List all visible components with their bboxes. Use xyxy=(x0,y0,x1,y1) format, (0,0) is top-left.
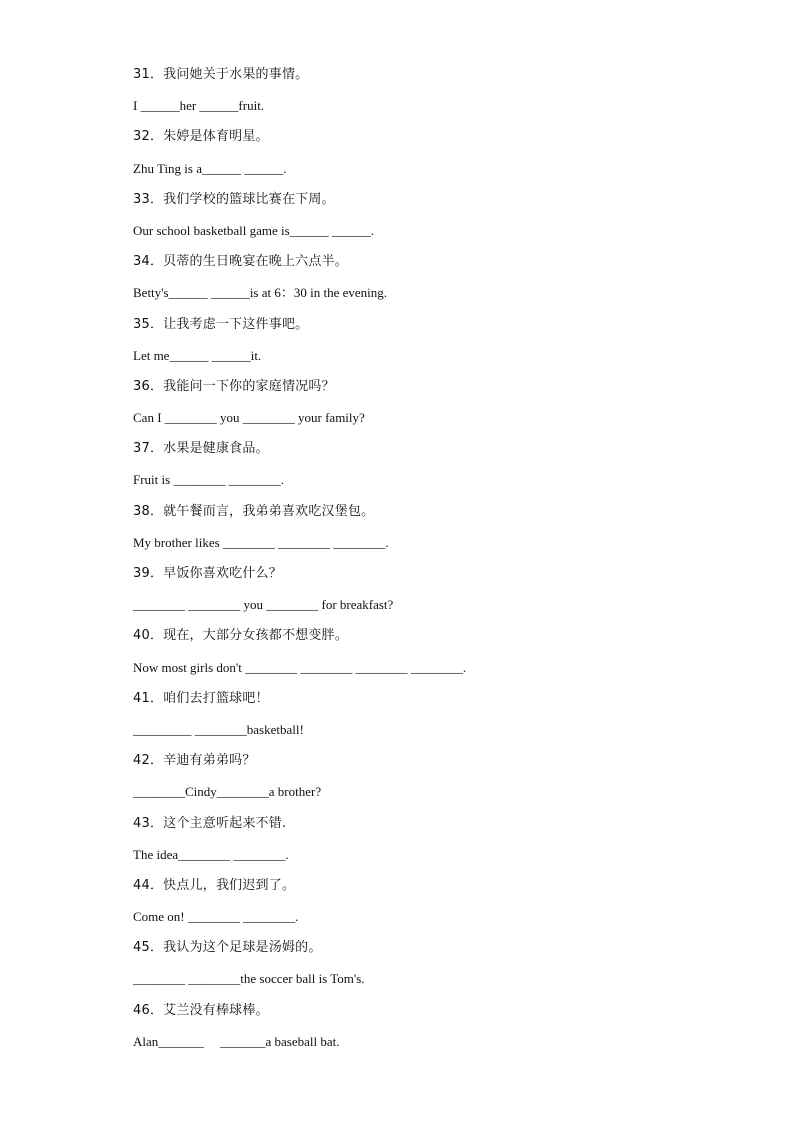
answer-line-41: _________ ________basketball! xyxy=(133,721,304,737)
question-35: 35．让我考虑一下这件事吧。 xyxy=(133,316,309,332)
answer-line-35: Let me______ ______it. xyxy=(133,347,262,363)
question-40: 40．现在，大部分女孩都不想变胖。 xyxy=(133,628,348,644)
question-42: 42．辛迪有弟弟吗？ xyxy=(133,753,256,769)
answer-line-45: ________ ________the soccer ball is Tom's. xyxy=(133,971,365,987)
answer-line-33: Our school basketball game is______ ______. xyxy=(133,222,375,238)
answer-line-38: My brother likes ________ ________ ________. xyxy=(133,534,389,550)
question-45: 45．我认为这个足球是汤姆的。 xyxy=(133,940,322,956)
question-32: 32．朱婷是体育明星。 xyxy=(133,129,269,145)
answer-line-39: ________ ________ you ________ for breakfast? xyxy=(133,597,394,613)
answer-line-31: I ______her ______fruit. xyxy=(133,98,265,114)
question-36: 36．我能问一下你的家庭情况吗？ xyxy=(133,378,335,394)
question-39: 39．早饭你喜欢吃什么？ xyxy=(133,566,282,581)
answer-line-43: The idea________ ________. xyxy=(133,846,289,862)
answer-line-34: Betty's______ ______is at 6：30 in the evening. xyxy=(133,285,388,301)
question-41: 41．咱们去打篮球吧！ xyxy=(133,690,269,706)
question-38: 38．就午餐而言，我弟弟喜欢吃汉堡包。 xyxy=(133,503,375,519)
answer-line-36: Can I ________ you ________ your family? xyxy=(133,410,365,426)
answer-line-42: ________Cindy________a brother? xyxy=(133,784,322,800)
question-34: 34．贝蒂的生日晚宴在晚上六点半。 xyxy=(133,254,348,270)
answer-line-32: Zhu Ting is a______ ______. xyxy=(133,160,287,176)
question-44: 44．快点儿，我们迟到了。 xyxy=(133,877,296,893)
question-37: 37．水果是健康食品。 xyxy=(133,441,269,457)
answer-line-46: Alan_______ _______a baseball bat. xyxy=(133,1033,340,1049)
exercise-list xyxy=(133,66,753,1064)
answer-line-40: Now most girls don't ________ ________ ________ ________. xyxy=(133,659,467,675)
answer-line-37: Fruit is ________ ________. xyxy=(133,472,284,488)
question-33: 33．我们学校的篮球比赛在下周。 xyxy=(133,191,335,207)
question-43: 43．这个主意听起来不错. xyxy=(133,815,287,831)
question-46: 46．艾兰没有棒球棒。 xyxy=(133,1002,269,1018)
question-31: 31．我问她关于水果的事情。 xyxy=(133,67,309,82)
answer-line-44: Come on! ________ ________. xyxy=(133,909,299,925)
